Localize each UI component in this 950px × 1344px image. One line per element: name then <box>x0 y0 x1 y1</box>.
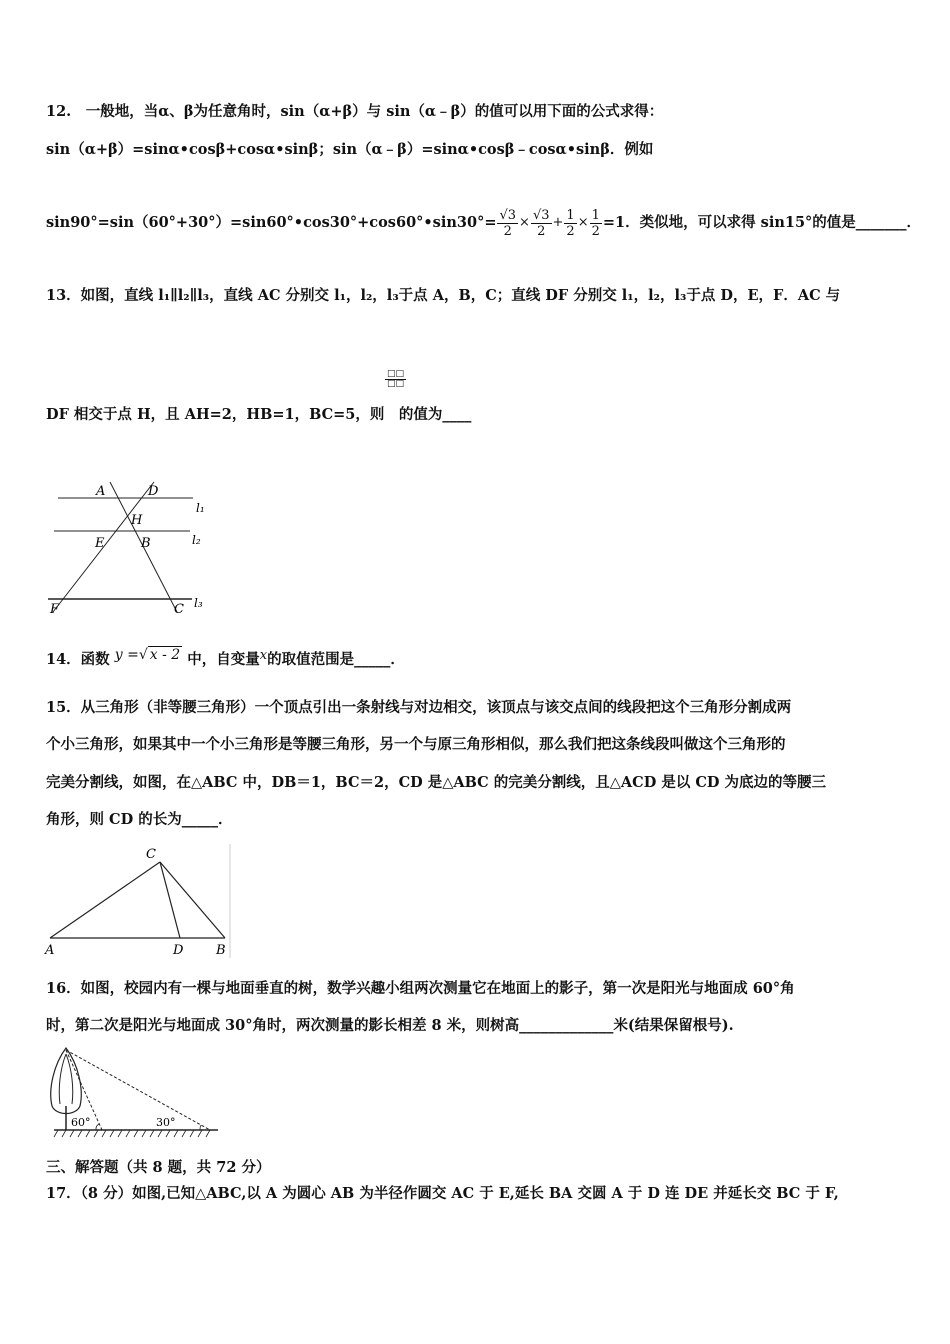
label-h: H <box>131 513 143 528</box>
times-sign: × <box>577 215 589 230</box>
q12-line3-suffix: =1．类似地，可以求得 sin15°的值是_______． <box>602 214 922 231</box>
label-c: C <box>174 602 184 617</box>
frac-numerator: √3 <box>532 207 550 223</box>
label-e: E <box>95 536 105 551</box>
frac-denominator: 2 <box>566 223 575 239</box>
sqrt-icon: √ <box>138 647 148 663</box>
q15-line1: 15．从三角形（非等腰三角形）一个顶点引出一条射线与对边相交，该顶点与该交点间的线段把这个三角形分割成两 <box>46 699 792 716</box>
q14-middle: 中，自变量 <box>187 651 260 668</box>
q15-line4: 角形，则 CD 的长为_____． <box>46 811 233 828</box>
angle-label-30: 30° <box>156 1116 176 1129</box>
label-c: C <box>146 847 156 862</box>
q17-line1: 17．（8 分）如图,已知△ABC,以 A 为圆心 AB 为半径作圆交 AC 于 E,延长 BA 交圆 A 于 D 连 DE 并延长交 BC 于 F, <box>46 1185 839 1202</box>
q13-line2: DF 相交于点 H，且 AH=2，HB=1，BC=5，则 的值为____ <box>46 406 472 423</box>
q12-frac-4 <box>590 208 602 239</box>
label-l3: l₃ <box>194 596 203 610</box>
frac-denominator: 2 <box>591 223 600 239</box>
label-a: A <box>96 484 106 499</box>
q12-frac-2 <box>531 208 552 239</box>
q13-line1: 13．如图，直线 l₁∥l₂∥l₃，直线 AC 分别交 l₁，l₂，l₃于点 A，B，C；直线 DF 分别交 l₁，l₂，l₃于点 D，E，F．AC 与 <box>46 287 841 304</box>
q12-frac-1 <box>497 208 518 239</box>
formula-radicand: x - 2 <box>149 647 181 663</box>
side-ac <box>50 862 160 938</box>
angle-label-60: 60° <box>71 1116 91 1129</box>
q16-line1: 16．如图，校园内有一棵与地面垂直的树，数学兴趣小组两次测量它在地面上的影子，第一次是阳光与地面成 60°角 <box>46 980 795 997</box>
plus-sign: + <box>552 215 564 230</box>
angle-arc-60 <box>96 1124 99 1130</box>
label-f: F <box>50 602 60 617</box>
times-sign: × <box>519 215 530 230</box>
frac-numerator: √3 <box>499 207 517 223</box>
label-a: A <box>45 943 55 958</box>
frac-numerator: 1 <box>591 207 600 223</box>
label-d: D <box>148 484 159 499</box>
formula-y: y <box>114 647 123 663</box>
q12-line3-prefix: sin90°=sin（60°+30°）=sin60°•cos30°+cos60°•sin30°= <box>46 214 497 231</box>
q16-line2: 时，第二次是阳光与地面成 30°角时，两次测量的影长相差 8 米，则树高_____________米(结果保留根号). <box>46 1017 734 1034</box>
q14-formula <box>115 647 182 663</box>
q13-broken-fraction <box>385 370 406 389</box>
q15-line2: 个小三角形，如果其中一个小三角形是等腰三角形，另一个与原三角形相似，那么我们把这条线段叫做这个三角形的 <box>46 736 786 753</box>
label-d: D <box>173 943 184 958</box>
label-b: B <box>216 943 226 958</box>
q12-line3 <box>46 205 921 241</box>
q13-parallel-lines-figure <box>40 478 220 618</box>
q16-tree-shadow-figure <box>40 1044 230 1144</box>
formula-equals: = <box>127 647 139 663</box>
q14-suffix: 的取值范围是_____． <box>267 651 405 668</box>
frac-numerator: □□ <box>387 369 405 379</box>
q15-line3: 完美分割线，如图，在△ABC 中，DB＝1，BC＝2，CD 是△ABC 的完美分割线，且△ACD 是以 CD 为底边的等腰三 <box>46 774 827 791</box>
section-heading: 三、解答题（共 8 题，共 72 分） <box>46 1159 271 1176</box>
q14-line <box>46 646 405 674</box>
label-l2: l₂ <box>192 533 201 547</box>
q12-line2: sin（α+β）=sinα•cosβ+cosα•sinβ；sin（α﹣β）=sinα•cosβ﹣cosα•sinβ．例如 <box>46 141 654 158</box>
tree-icon <box>51 1048 81 1114</box>
ground-hatching <box>54 1130 210 1137</box>
q14-prefix: 14．函数 <box>46 651 110 668</box>
q12-line1: 12. 一般地，当α、β为任意角时，sin（α+β）与 sin（α﹣β）的值可以用下面的公式求得： <box>46 103 664 120</box>
q12-frac-3 <box>564 208 576 239</box>
frac-denominator: □□ <box>387 379 405 389</box>
label-b: B <box>141 536 151 551</box>
frac-denominator: 2 <box>503 223 512 239</box>
label-l1: l₁ <box>196 501 205 515</box>
q14-var-x: x <box>259 648 268 663</box>
frac-denominator: 2 <box>537 223 546 239</box>
frac-numerator: 1 <box>566 207 575 223</box>
q15-triangle-figure <box>40 842 232 960</box>
